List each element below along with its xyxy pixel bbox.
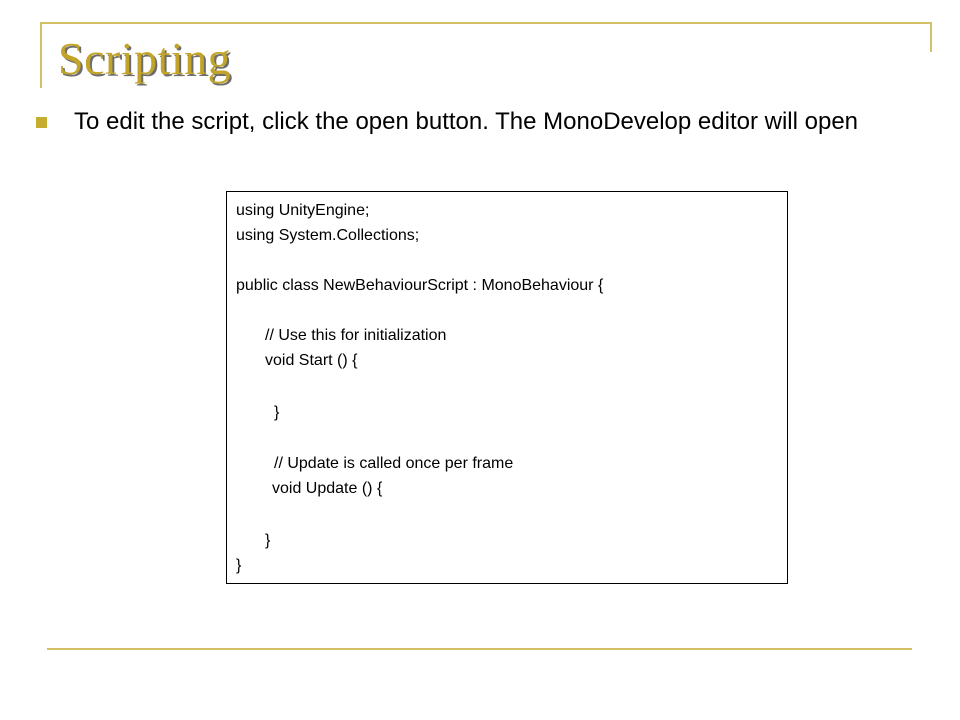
- code-line: // Update is called once per frame: [274, 455, 514, 472]
- code-line: void Start () {: [265, 352, 358, 369]
- code-line: }: [274, 404, 280, 421]
- right-decorative-rule: [930, 22, 932, 52]
- slide-title: Scripting: [58, 33, 232, 84]
- left-decorative-rule: [40, 22, 42, 88]
- code-line: public class NewBehaviourScript : MonoBehaviour {: [236, 277, 604, 294]
- top-decorative-rule: [40, 22, 932, 24]
- square-bullet-icon: [36, 117, 47, 128]
- code-snippet-box: [226, 191, 788, 584]
- code-line: // Use this for initialization: [265, 327, 447, 344]
- code-line: }: [236, 557, 242, 574]
- code-line: using System.Collections;: [236, 227, 420, 244]
- code-line: using UnityEngine;: [236, 202, 370, 219]
- bullet-text: To edit the script, click the open button. The MonoDevelop editor will open: [74, 108, 859, 135]
- code-line: void Update () {: [272, 480, 383, 497]
- bottom-decorative-rule: [47, 648, 912, 650]
- code-line: }: [265, 532, 271, 549]
